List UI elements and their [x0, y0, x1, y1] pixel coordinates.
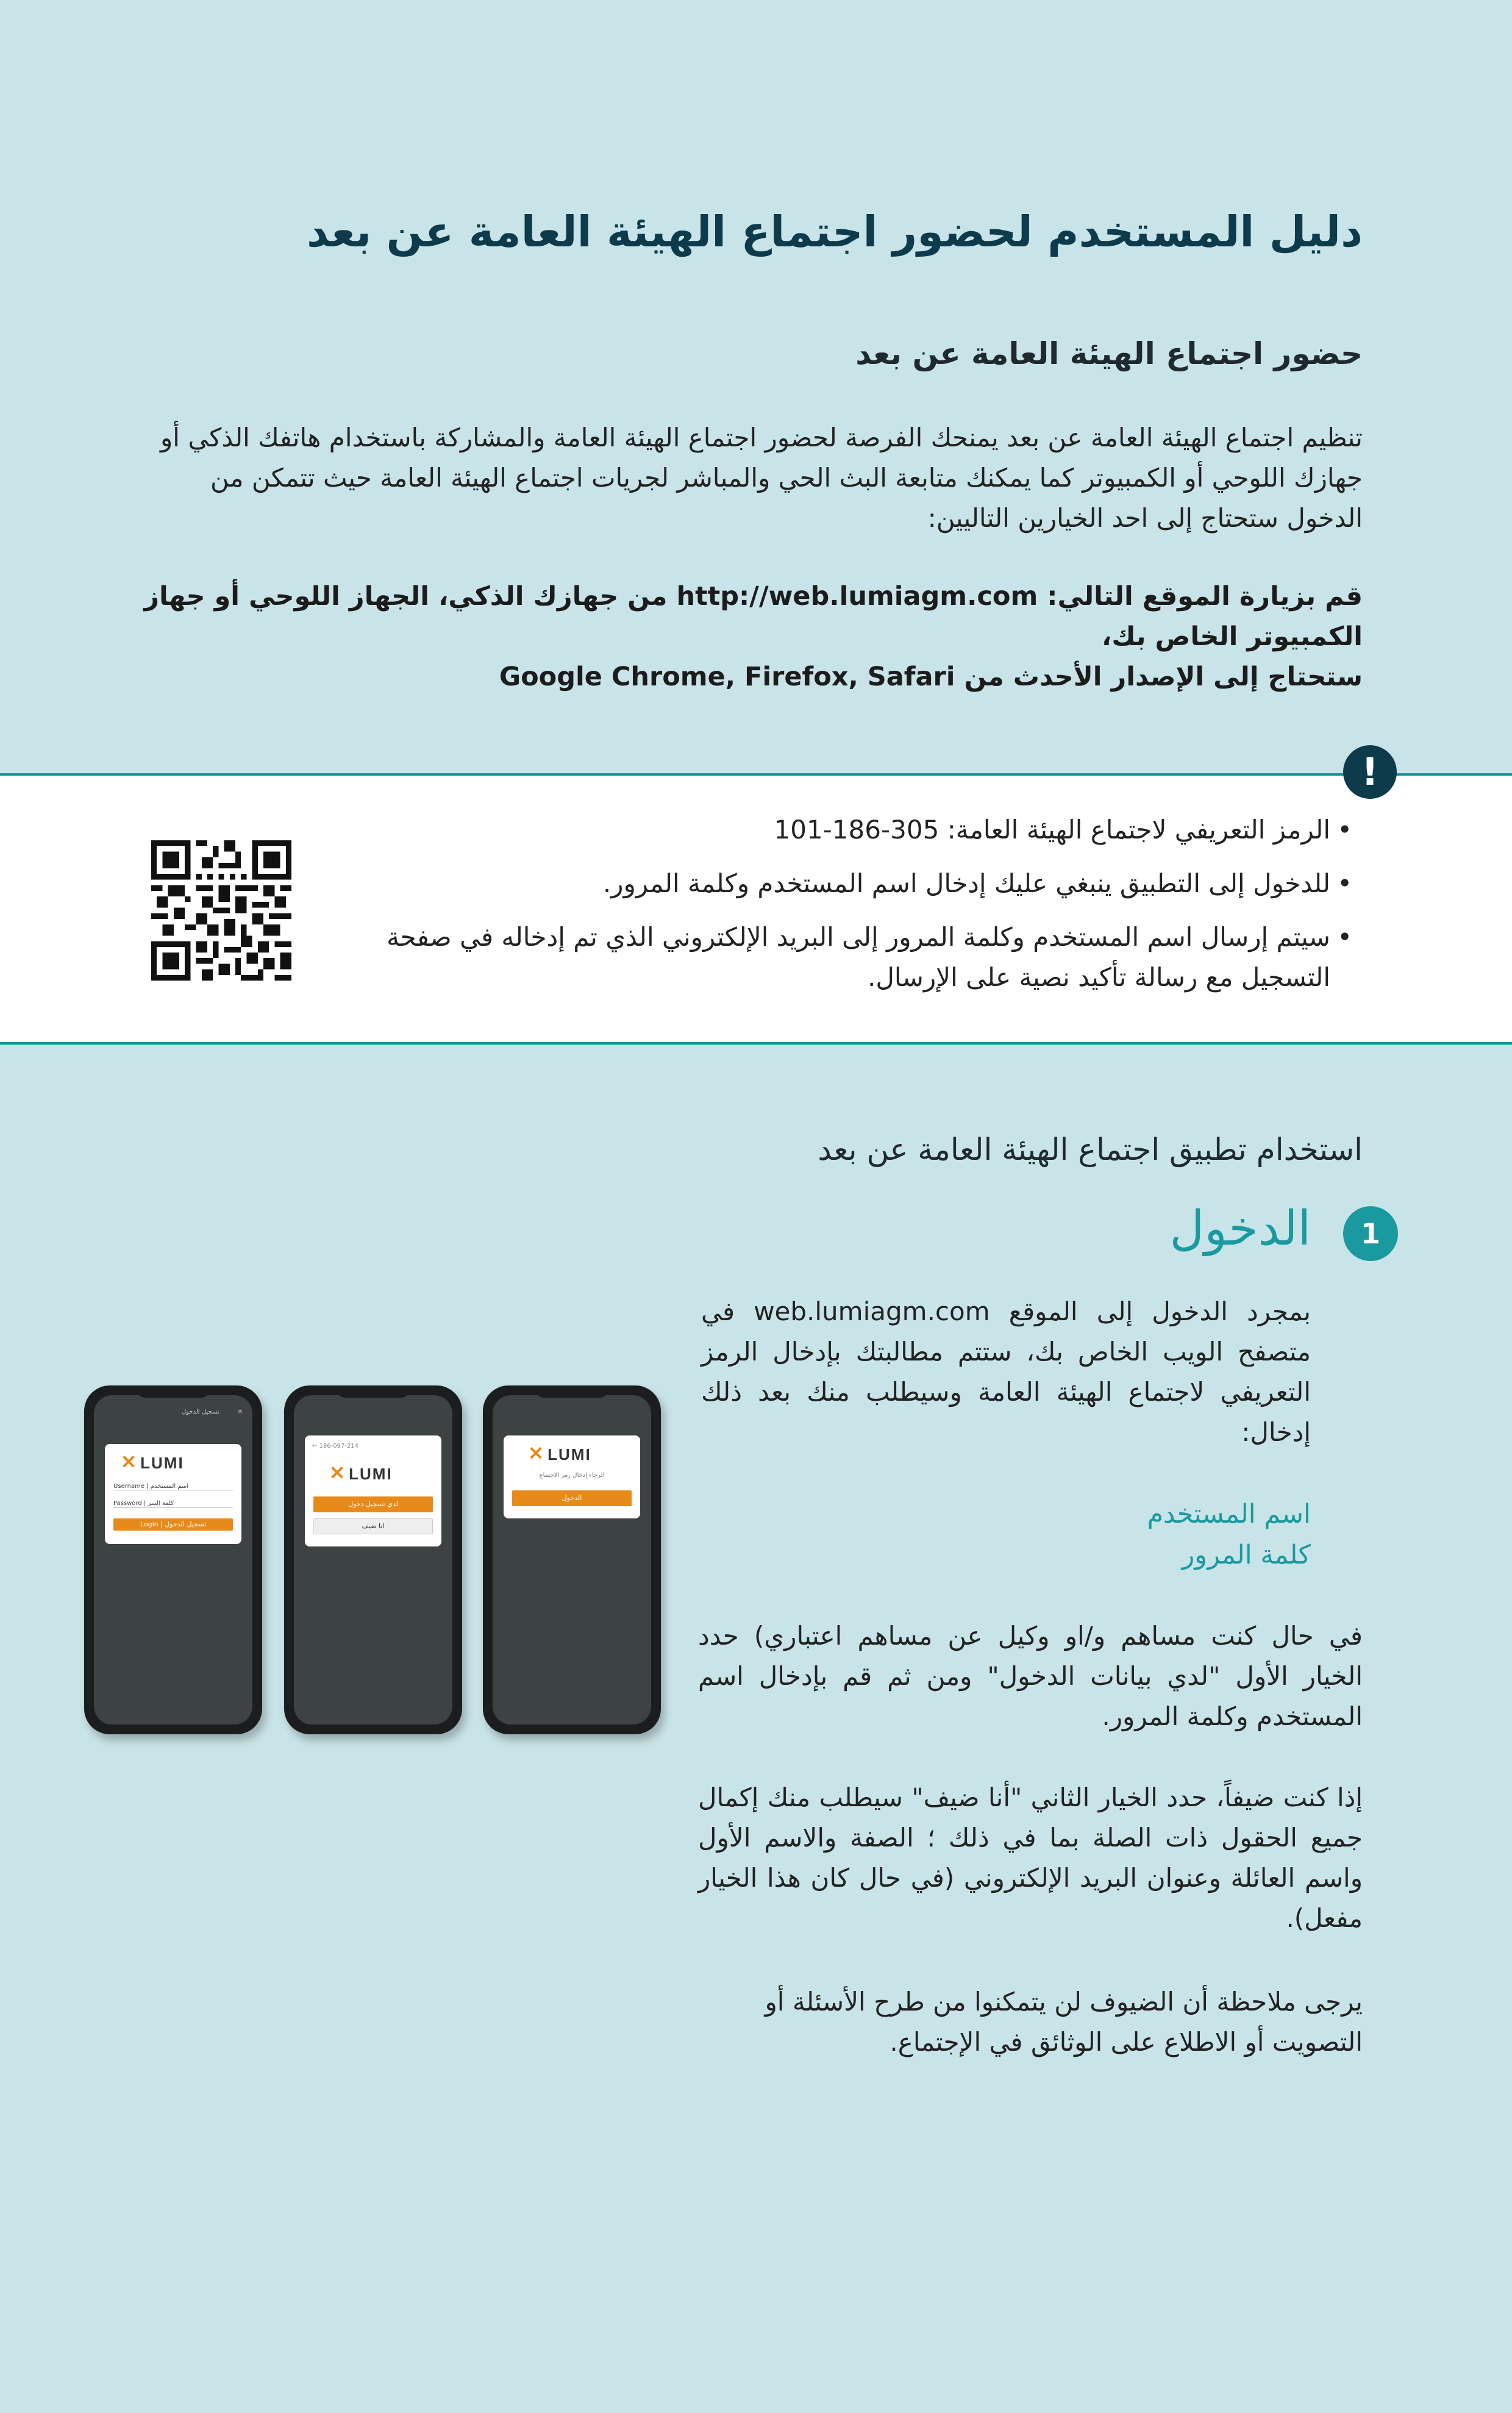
phone-notch: [337, 1385, 410, 1398]
guest-note-paragraph: يرجى ملاحظة أن الضيوف لن يتمكنوا من طرح الأسئلة أو التصويت أو الاطلاع على الوثائق في الإجتماع.: [765, 1987, 1363, 2057]
meeting-card: [504, 1435, 640, 1518]
intro-paragraph: تنظيم اجتماع الهيئة العامة عن بعد يمنحك الفرصة لحضور اجتماع الهيئة العامة والمشاركة باستخدام هاتفك الذكي أو جهازك اللوحي أو الكمبيوتر كما يمكنك متابعة البث الحي والمباشر لجريات اجتماع الهيئة العامة حيث تتمكن من الدخول ستحتاج إلى احد الخيارين التاليين:: [160, 423, 1363, 533]
enter-meeting-button[interactable]: الدخول: [512, 1490, 632, 1506]
instructions-device-text: من جهازك الذكي، الجهاز اللوحي أو جهاز الكمبيوتر الخاص بك،: [144, 581, 1363, 652]
lumi-logo: ✕ LUMI: [528, 1443, 591, 1464]
password-field[interactable]: Password | كلمة السر: [113, 1500, 233, 1507]
meeting-id-prompt: الرجاء إدخال رمز الاجتماع: [539, 1472, 605, 1479]
usage-heading: استخدام تطبيق اجتماع الهيئة العامة عن بعد: [818, 1132, 1363, 1167]
step-title: الدخول: [1169, 1201, 1311, 1256]
credential-username-label: اسم المستخدم: [1147, 1499, 1311, 1529]
login-card: [105, 1444, 241, 1544]
credentials-button[interactable]: لدي تسجيل دخول: [313, 1496, 433, 1512]
phone-screen: [493, 1395, 651, 1725]
lumi-url-link[interactable]: http://web.lumiagm.com: [676, 581, 1038, 612]
phone-choice-mockup: [284, 1385, 462, 1734]
section-heading: حضور اجتماع الهيئة العامة عن بعد: [855, 336, 1363, 371]
page-title: دليل المستخدم لحضور اجتماع الهيئة العامة عن بعد: [307, 207, 1363, 257]
choice-card: [305, 1435, 441, 1546]
phone-login-header: ✕ تسجيل الدخول: [181, 1409, 243, 1415]
phone-notch: [535, 1385, 608, 1398]
close-icon: ✕: [237, 1409, 243, 1415]
step-number-badge: 1: [1343, 1206, 1398, 1261]
instructions-line-2: [137, 657, 1363, 697]
step-paragraph: بمجرد الدخول إلى الموقع web.lumiagm.com في متصفح الويب الخاص بك، ستتم مطالبتك بإدخال الرمز التعريفي لاجتماع الهيئة العامة وسيطلب منك بعد ذلك إدخال:: [701, 1296, 1311, 1447]
meeting-id-item: • الرمز التعريفي لاجتماع الهيئة العامة: 305-186-101: [291, 810, 1352, 850]
guest-paragraph: إذا كنت ضيفاً، حدد الخيار الثاني "أنا ضيف" سيطلب منك إكمال جميع الحقول ذات الصلة بما في ذلك ؛ الصفة والاسم الأول واسم العائلة وعنوان البريد الإلكتروني (في حال كان هذا الخيار مفعل).: [698, 1782, 1363, 1933]
phone-login-mockup: [84, 1385, 262, 1734]
phone-screen: [294, 1395, 452, 1725]
instructions-visit-text: قم بزيارة الموقع التالي:: [1047, 581, 1363, 612]
phone-meeting-mockup: [483, 1385, 661, 1734]
credential-password-label: كلمة المرور: [1182, 1540, 1311, 1570]
username-field[interactable]: Username | اسم المستخدم: [113, 1483, 233, 1490]
login-button[interactable]: Login | تسجيل الدخول: [113, 1518, 233, 1531]
exclamation-icon: !: [1343, 745, 1397, 799]
info-list: [291, 810, 1352, 1011]
browser-list: Google Chrome, Firefox, Safari: [499, 662, 955, 692]
meeting-id-display: ← 186-097-214: [312, 1443, 359, 1450]
login-requirement-item: • للدخول إلى التطبيق ينبغي عليك إدخال اسم المستخدم وكلمة المرور.: [291, 863, 1352, 904]
phone-screen: [94, 1395, 252, 1725]
phone-notch: [137, 1385, 210, 1398]
lumi-logo: ✕ LUMI: [121, 1451, 184, 1473]
instructions-browser-text: ستحتاج إلى الإصدار الأحدث من: [964, 662, 1363, 692]
lumi-logo: ✕ LUMI: [329, 1462, 393, 1484]
qr-code: [151, 840, 291, 981]
access-instructions: [137, 576, 1363, 697]
credentials-email-item: • سيتم إرسال اسم المستخدم وكلمة المرور إلى البريد الإلكتروني الذي تم إدخاله في صفحة التسجيل مع رسالة تأكيد نصية على الإرسال.: [291, 917, 1352, 998]
shareholder-paragraph: في حال كنت مساهم و/او وكيل عن مساهم اعتباري) حدد الخيار الأول "لدي بيانات الدخول" ومن ثم قم بإدخال اسم المستخدم وكلمة المرور.: [698, 1621, 1363, 1731]
instructions-line-1: [137, 576, 1363, 657]
guest-button[interactable]: انا ضيف: [313, 1518, 433, 1534]
